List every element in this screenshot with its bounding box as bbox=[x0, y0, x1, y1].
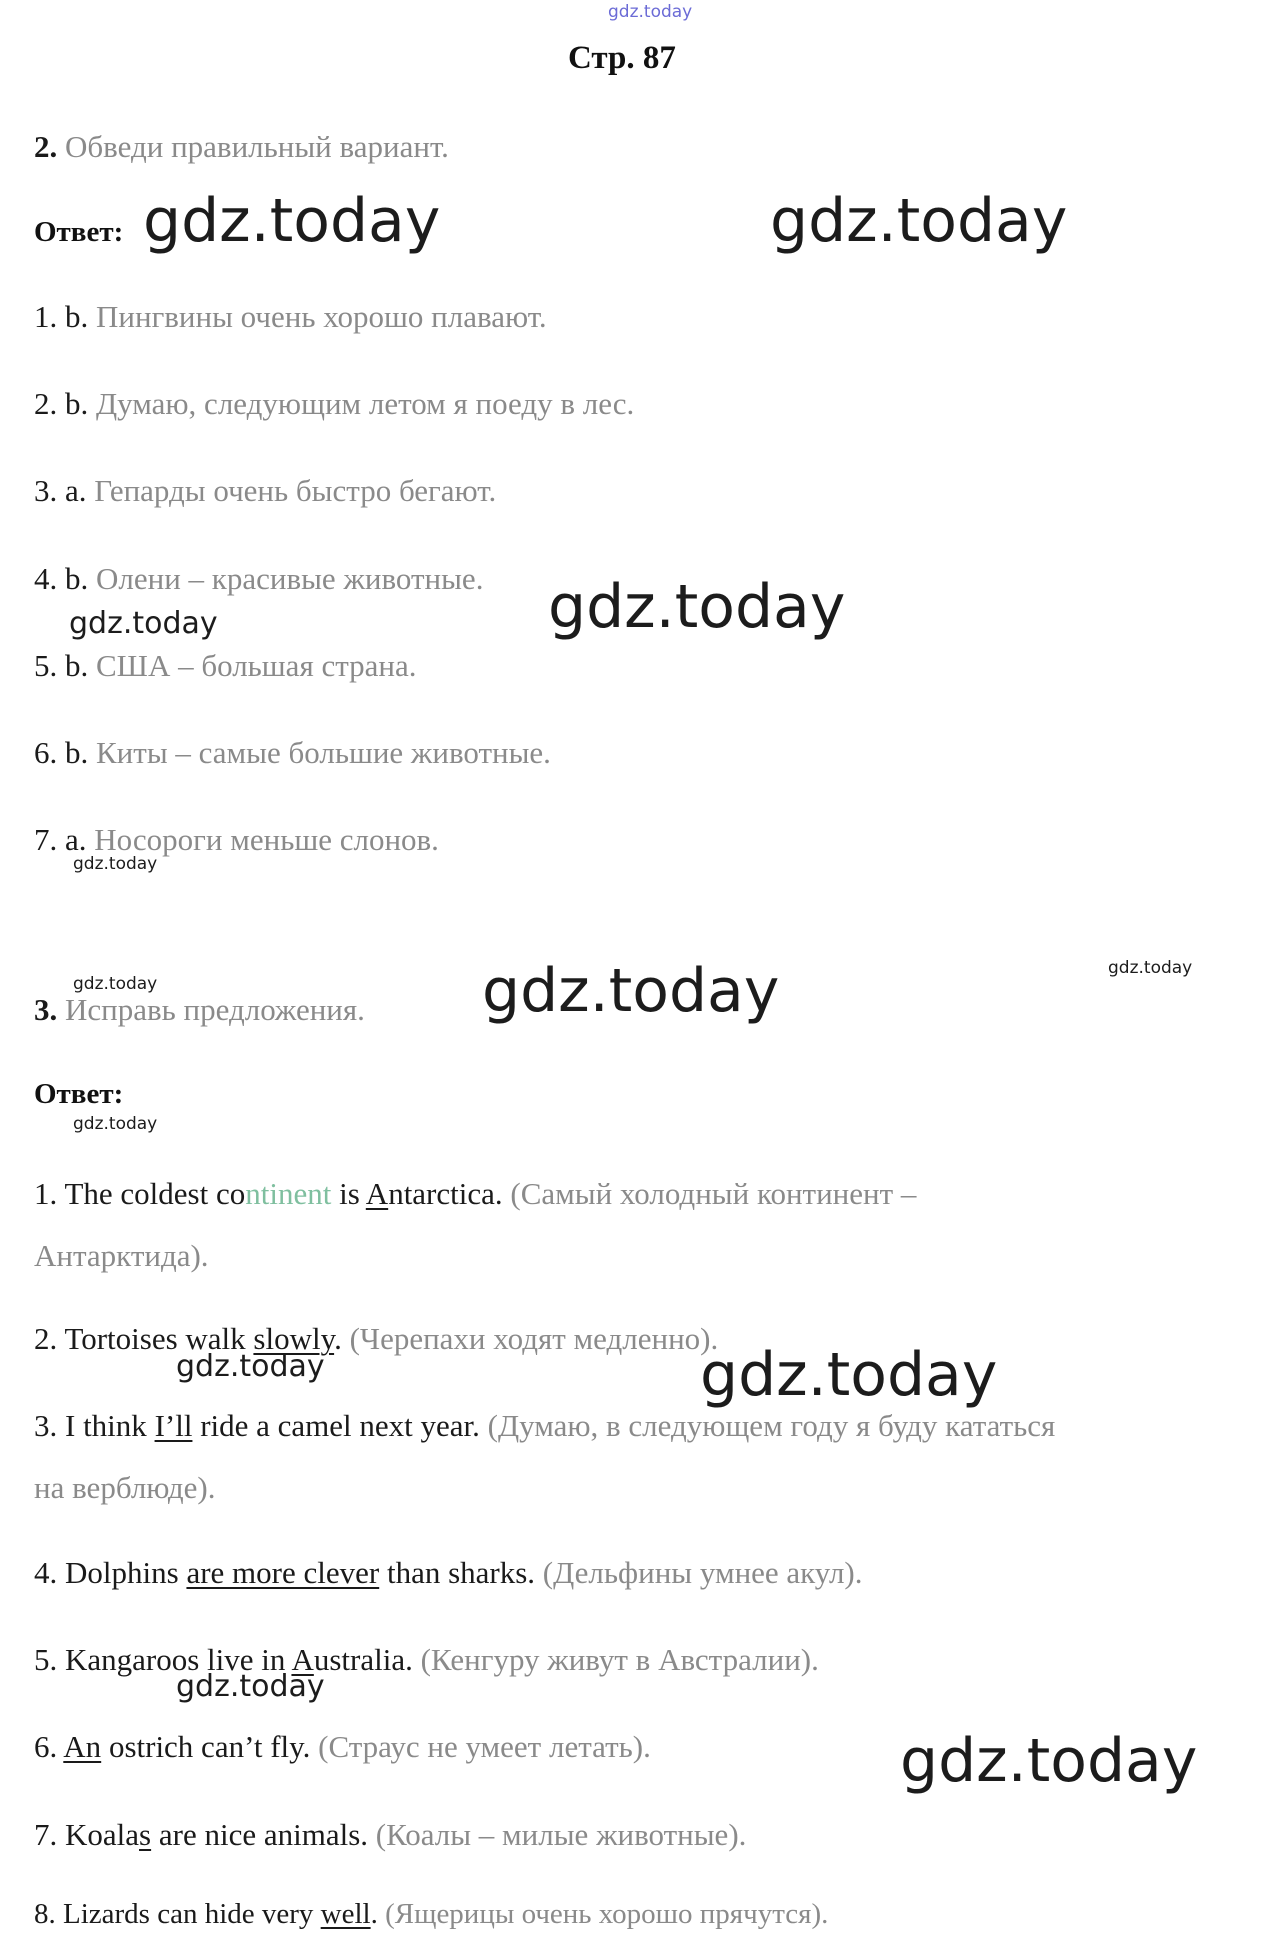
exercise-instruction: Обведи правильный вариант. bbox=[65, 129, 449, 164]
translation: (Дельфины умнее акул). bbox=[542, 1555, 863, 1590]
answer-label: Ответ: bbox=[34, 216, 124, 248]
translation: (Ящерицы очень хорошо прячутся). bbox=[385, 1898, 829, 1930]
translation: (Страус не умеет летать). bbox=[318, 1729, 651, 1764]
answer-number: 6. bbox=[34, 1729, 58, 1764]
corrected-word: An bbox=[63, 1729, 102, 1764]
answer-item bbox=[34, 560, 483, 598]
answer-item bbox=[34, 298, 547, 336]
answer-text: Олени – красивые животные. bbox=[96, 561, 484, 596]
watermark: gdz.today bbox=[73, 854, 158, 874]
answer-number: 5. bbox=[34, 1642, 58, 1677]
watermark: gdz.today bbox=[176, 1669, 325, 1704]
answer-item bbox=[34, 1554, 862, 1592]
answer-item bbox=[34, 734, 551, 772]
exercise-instruction: Исправь предложения. bbox=[65, 992, 365, 1027]
answer-item bbox=[34, 821, 439, 859]
answer-number: 3. a. bbox=[34, 473, 87, 508]
exercise-3-heading bbox=[34, 991, 365, 1029]
answer-text: Пингвины очень хорошо плавают. bbox=[96, 299, 547, 334]
answer-number: 2. b. bbox=[34, 386, 89, 421]
answer-item bbox=[34, 647, 417, 685]
answer-item bbox=[34, 1895, 828, 1933]
watermark: gdz.today bbox=[770, 186, 1068, 256]
watermark: gdz.today bbox=[143, 186, 441, 256]
answer-number: 4. b. bbox=[34, 561, 89, 596]
sentence-part: Dolphins bbox=[65, 1555, 187, 1590]
translation: (Коалы – милые животные). bbox=[375, 1817, 747, 1852]
sentence-part: ntarctica. bbox=[388, 1176, 503, 1211]
answer-number: 1. bbox=[34, 1176, 58, 1211]
answer-number: 5. b. bbox=[34, 648, 89, 683]
sentence-part: I think bbox=[65, 1408, 155, 1443]
watermark-top: gdz.today bbox=[608, 2, 693, 22]
corrected-word: s bbox=[139, 1817, 152, 1852]
answer-item bbox=[34, 1728, 651, 1766]
watermark: gdz.today bbox=[69, 606, 218, 641]
sentence-part: ntinent bbox=[245, 1176, 332, 1211]
sentence-part: are nice animals. bbox=[151, 1817, 369, 1852]
sentence-part: Tortoises walk bbox=[64, 1321, 254, 1356]
exercise-number: 2. bbox=[34, 129, 58, 164]
sentence-part: . bbox=[334, 1321, 342, 1356]
translation-continued: на верблюде). bbox=[34, 1470, 216, 1505]
answer-item bbox=[34, 385, 634, 423]
sentence-part: than sharks. bbox=[379, 1555, 536, 1590]
sentence-part: ostrich can’t fly. bbox=[101, 1729, 311, 1764]
answer-item bbox=[34, 472, 496, 510]
corrected-word: well bbox=[320, 1898, 371, 1930]
answer-item bbox=[34, 1407, 1055, 1445]
sentence-part: ride a camel next year. bbox=[192, 1408, 480, 1443]
answer-number: 8. bbox=[34, 1898, 56, 1930]
translation: (Черепахи ходят медленно). bbox=[349, 1321, 719, 1356]
watermark: gdz.today bbox=[176, 1349, 325, 1384]
watermark: gdz.today bbox=[700, 1340, 998, 1410]
answer-number: 1. b. bbox=[34, 299, 89, 334]
translation-continued: Антарктида). bbox=[34, 1238, 209, 1273]
sentence-part: The coldest co bbox=[64, 1176, 246, 1211]
sentence-part: Lizards can hide very bbox=[63, 1898, 321, 1930]
translation: (Самый холодный континент – bbox=[510, 1176, 917, 1211]
sentence-part: Kangaroos live in bbox=[65, 1642, 292, 1677]
exercise-2-heading bbox=[34, 128, 449, 166]
sentence-part: ustralia. bbox=[313, 1642, 413, 1677]
answer-number: 7. a. bbox=[34, 822, 87, 857]
sentence-part: Koala bbox=[65, 1817, 140, 1852]
corrected-word: A bbox=[365, 1176, 389, 1211]
answer-text: Думаю, следующим летом я поеду в лес. bbox=[96, 386, 635, 421]
translation: (Кенгуру живут в Австралии). bbox=[420, 1642, 819, 1677]
answer-item bbox=[34, 1175, 916, 1213]
corrected-word: slowly bbox=[253, 1321, 335, 1356]
watermark: gdz.today bbox=[73, 974, 158, 994]
watermark: gdz.today bbox=[1108, 958, 1193, 978]
watermark: gdz.today bbox=[73, 1114, 158, 1134]
watermark: gdz.today bbox=[482, 956, 780, 1026]
watermark: gdz.today bbox=[900, 1726, 1198, 1796]
answer-text: Киты – самые большие животные. bbox=[96, 735, 551, 770]
answer-number: 2. bbox=[34, 1321, 58, 1356]
corrected-word: A bbox=[291, 1642, 314, 1677]
answer-item bbox=[34, 1320, 718, 1358]
answer-number: 7. bbox=[34, 1817, 58, 1852]
translation: (Думаю, в следующем году я буду кататься bbox=[487, 1408, 1056, 1443]
answer-label: Ответ: bbox=[34, 1078, 124, 1110]
page-title: Стр. 87 bbox=[568, 40, 676, 76]
exercise-number: 3. bbox=[34, 992, 58, 1027]
watermark: gdz.today bbox=[548, 572, 846, 642]
sentence-part: . bbox=[370, 1898, 378, 1930]
corrected-word: I’ll bbox=[154, 1408, 193, 1443]
answer-number: 6. b. bbox=[34, 735, 89, 770]
answer-item bbox=[34, 1641, 819, 1679]
answer-number: 4. bbox=[34, 1555, 58, 1590]
answer-text: Носороги меньше слонов. bbox=[94, 822, 439, 857]
answer-text: США – большая страна. bbox=[96, 648, 417, 683]
sentence-part: is bbox=[331, 1176, 366, 1211]
corrected-word: are more clever bbox=[186, 1555, 380, 1590]
answer-item bbox=[34, 1816, 746, 1854]
answer-text: Гепарды очень быстро бегают. bbox=[94, 473, 497, 508]
answer-number: 3. bbox=[34, 1408, 58, 1443]
